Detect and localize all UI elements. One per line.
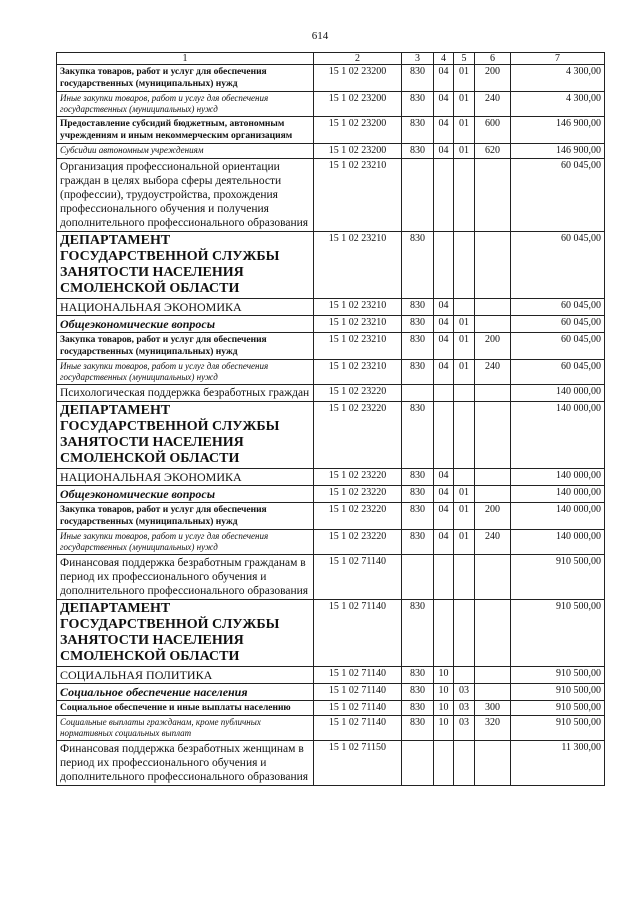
amount: 11 300,00 [511,741,605,786]
amount: 910 500,00 [511,600,605,667]
amount: 910 500,00 [511,701,605,716]
target-article-code: 15 1 02 23210 [314,232,402,299]
section-code [434,600,454,667]
table-row [57,667,605,684]
expense-type-code [475,299,511,316]
table-row [57,232,605,299]
section-code: 04 [434,117,454,144]
table-row [57,684,605,701]
page-number: 614 [311,30,329,42]
expense-type-code [475,684,511,701]
ministry-code: 830 [402,469,434,486]
ministry-code: 830 [402,360,434,385]
subsection-code [454,667,475,684]
table-row [57,555,605,600]
target-article-code: 15 1 02 71140 [314,684,402,701]
ministry-code: 830 [402,701,434,716]
expense-type-code: 320 [475,716,511,741]
expense-type-code [475,232,511,299]
expense-type-code: 200 [475,65,511,92]
expense-type-code: 240 [475,360,511,385]
expense-type-code [475,486,511,503]
ministry-code: 830 [402,530,434,555]
budget-table [56,52,605,786]
ministry-code: 830 [402,92,434,117]
table-row [57,600,605,667]
section-code: 04 [434,92,454,117]
ministry-code: 830 [402,486,434,503]
section-code [434,741,454,786]
target-article-code: 15 1 02 71140 [314,600,402,667]
item-name: Общеэкономические вопросы [57,316,314,333]
subsection-code [454,385,475,402]
target-article-code: 15 1 02 23200 [314,92,402,117]
target-article-code: 15 1 02 23220 [314,402,402,469]
target-article-code: 15 1 02 71150 [314,741,402,786]
item-name: Субсидии автономным учреждениям [57,144,314,159]
table-row [57,469,605,486]
section-code: 04 [434,299,454,316]
table-row [57,92,605,117]
section-code: 10 [434,716,454,741]
target-article-code: 15 1 02 23200 [314,117,402,144]
table-row [57,159,605,232]
item-name: Социальное обеспечение населения [57,684,314,701]
table-row [57,402,605,469]
section-code [434,232,454,299]
ministry-code: 830 [402,684,434,701]
expense-type-code [475,741,511,786]
table-row [57,503,605,530]
item-name: Организация профессиональной ориентации граждан в целях выбора сферы деятельности (профессии), трудоустройства, прохождения профессионального обучения и получения дополнительного профессионального образования [57,159,314,232]
section-code: 04 [434,65,454,92]
expense-type-code: 240 [475,530,511,555]
section-code: 04 [434,360,454,385]
section-code: 04 [434,144,454,159]
amount: 60 045,00 [511,299,605,316]
section-code [434,159,454,232]
amount: 146 900,00 [511,117,605,144]
column-header: 4 [434,53,454,65]
ministry-code: 830 [402,232,434,299]
expense-type-code [475,555,511,600]
table-row [57,486,605,503]
expense-type-code [475,469,511,486]
ministry-code: 830 [402,503,434,530]
amount: 60 045,00 [511,333,605,360]
ministry-code: 830 [402,667,434,684]
section-code: 10 [434,667,454,684]
target-article-code: 15 1 02 23220 [314,469,402,486]
target-article-code: 15 1 02 23210 [314,299,402,316]
ministry-code: 830 [402,600,434,667]
amount: 140 000,00 [511,530,605,555]
section-code: 04 [434,486,454,503]
subsection-code: 01 [454,530,475,555]
target-article-code: 15 1 02 23220 [314,486,402,503]
table-row [57,299,605,316]
ministry-code [402,159,434,232]
column-header-row [57,53,605,65]
ministry-code: 830 [402,299,434,316]
target-article-code: 15 1 02 23200 [314,65,402,92]
subsection-code: 01 [454,486,475,503]
table-row [57,65,605,92]
amount: 60 045,00 [511,232,605,299]
expense-type-code: 300 [475,701,511,716]
target-article-code: 15 1 02 23210 [314,333,402,360]
ministry-code: 830 [402,144,434,159]
ministry-code: 830 [402,333,434,360]
table-row [57,385,605,402]
table-row [57,117,605,144]
subsection-code: 01 [454,333,475,360]
target-article-code: 15 1 02 71140 [314,667,402,684]
table-row [57,716,605,741]
budget-table-body [57,53,605,786]
target-article-code: 15 1 02 23220 [314,503,402,530]
expense-type-code: 600 [475,117,511,144]
item-name: ДЕПАРТАМЕНТ ГОСУДАРСТВЕННОЙ СЛУЖБЫ ЗАНЯТОСТИ НАСЕЛЕНИЯ СМОЛЕНСКОЙ ОБЛАСТИ [57,600,314,667]
ministry-code: 830 [402,402,434,469]
target-article-code: 15 1 02 71140 [314,701,402,716]
item-name: Иные закупки товаров, работ и услуг для обеспечения государственных (муниципальных) нужд [57,530,314,555]
item-name: НАЦИОНАЛЬНАЯ ЭКОНОМИКА [57,299,314,316]
subsection-code: 01 [454,144,475,159]
target-article-code: 15 1 02 71140 [314,555,402,600]
item-name: Закупка товаров, работ и услуг для обеспечения государственных (муниципальных) нужд [57,503,314,530]
ministry-code: 830 [402,316,434,333]
table-row [57,333,605,360]
item-name: Финансовая поддержка безработным гражданам в период их профессионального обучения и дополнительного профессионального образования [57,555,314,600]
ministry-code [402,555,434,600]
table-row [57,741,605,786]
expense-type-code [475,667,511,684]
amount: 60 045,00 [511,360,605,385]
ministry-code [402,741,434,786]
subsection-code: 03 [454,684,475,701]
item-name: НАЦИОНАЛЬНАЯ ЭКОНОМИКА [57,469,314,486]
target-article-code: 15 1 02 23200 [314,144,402,159]
item-name: Социальное обеспечение и иные выплаты населению [57,701,314,716]
amount: 140 000,00 [511,503,605,530]
ministry-code: 830 [402,716,434,741]
amount: 60 045,00 [511,316,605,333]
subsection-code: 01 [454,503,475,530]
item-name: СОЦИАЛЬНАЯ ПОЛИТИКА [57,667,314,684]
expense-type-code: 200 [475,333,511,360]
amount: 60 045,00 [511,159,605,232]
subsection-code [454,232,475,299]
ministry-code: 830 [402,65,434,92]
expense-type-code [475,600,511,667]
table-row [57,530,605,555]
amount: 910 500,00 [511,716,605,741]
amount: 910 500,00 [511,667,605,684]
subsection-code [454,555,475,600]
column-header: 1 [57,53,314,65]
subsection-code: 01 [454,316,475,333]
subsection-code [454,469,475,486]
section-code: 04 [434,530,454,555]
subsection-code [454,741,475,786]
amount: 4 300,00 [511,65,605,92]
subsection-code: 01 [454,92,475,117]
section-code [434,555,454,600]
expense-type-code [475,402,511,469]
target-article-code: 15 1 02 23220 [314,385,402,402]
column-header: 5 [454,53,475,65]
section-code: 10 [434,701,454,716]
target-article-code: 15 1 02 71140 [314,716,402,741]
amount: 140 000,00 [511,385,605,402]
amount: 140 000,00 [511,402,605,469]
item-name: Финансовая поддержка безработных женщинам в период их профессионального обучения и дополнительного профессионального образования [57,741,314,786]
amount: 4 300,00 [511,92,605,117]
section-code: 04 [434,316,454,333]
amount: 140 000,00 [511,486,605,503]
column-header: 2 [314,53,402,65]
amount: 140 000,00 [511,469,605,486]
item-name: Общеэкономические вопросы [57,486,314,503]
section-code: 04 [434,503,454,530]
column-header: 3 [402,53,434,65]
table-row [57,316,605,333]
item-name: Иные закупки товаров, работ и услуг для обеспечения государственных (муниципальных) нужд [57,92,314,117]
target-article-code: 15 1 02 23210 [314,360,402,385]
expense-type-code [475,316,511,333]
item-name: Закупка товаров, работ и услуг для обеспечения государственных (муниципальных) нужд [57,333,314,360]
item-name: Социальные выплаты гражданам, кроме публичных нормативных социальных выплат [57,716,314,741]
subsection-code [454,299,475,316]
subsection-code [454,600,475,667]
subsection-code: 01 [454,117,475,144]
table-row [57,360,605,385]
item-name: Закупка товаров, работ и услуг для обеспечения государственных (муниципальных) нужд [57,65,314,92]
expense-type-code: 200 [475,503,511,530]
ministry-code: 830 [402,117,434,144]
item-name: Психологическая поддержка безработных граждан [57,385,314,402]
section-code: 10 [434,684,454,701]
expense-type-code: 240 [475,92,511,117]
subsection-code: 03 [454,701,475,716]
subsection-code: 01 [454,360,475,385]
item-name: Предоставление субсидий бюджетным, автономным учреждениям и иным некоммерческим организациям [57,117,314,144]
target-article-code: 15 1 02 23210 [314,316,402,333]
ministry-code [402,385,434,402]
expense-type-code [475,159,511,232]
item-name: ДЕПАРТАМЕНТ ГОСУДАРСТВЕННОЙ СЛУЖБЫ ЗАНЯТОСТИ НАСЕЛЕНИЯ СМОЛЕНСКОЙ ОБЛАСТИ [57,232,314,299]
expense-type-code [475,385,511,402]
amount: 146 900,00 [511,144,605,159]
column-header: 7 [511,53,605,65]
section-code: 04 [434,333,454,360]
target-article-code: 15 1 02 23220 [314,530,402,555]
column-header: 6 [475,53,511,65]
subsection-code: 03 [454,716,475,741]
amount: 910 500,00 [511,555,605,600]
subsection-code [454,402,475,469]
section-code [434,385,454,402]
item-name: Иные закупки товаров, работ и услуг для обеспечения государственных (муниципальных) нужд [57,360,314,385]
target-article-code: 15 1 02 23210 [314,159,402,232]
section-code: 04 [434,469,454,486]
item-name: ДЕПАРТАМЕНТ ГОСУДАРСТВЕННОЙ СЛУЖБЫ ЗАНЯТОСТИ НАСЕЛЕНИЯ СМОЛЕНСКОЙ ОБЛАСТИ [57,402,314,469]
section-code [434,402,454,469]
expense-type-code: 620 [475,144,511,159]
subsection-code: 01 [454,65,475,92]
table-row [57,144,605,159]
subsection-code [454,159,475,232]
table-row [57,701,605,716]
amount: 910 500,00 [511,684,605,701]
